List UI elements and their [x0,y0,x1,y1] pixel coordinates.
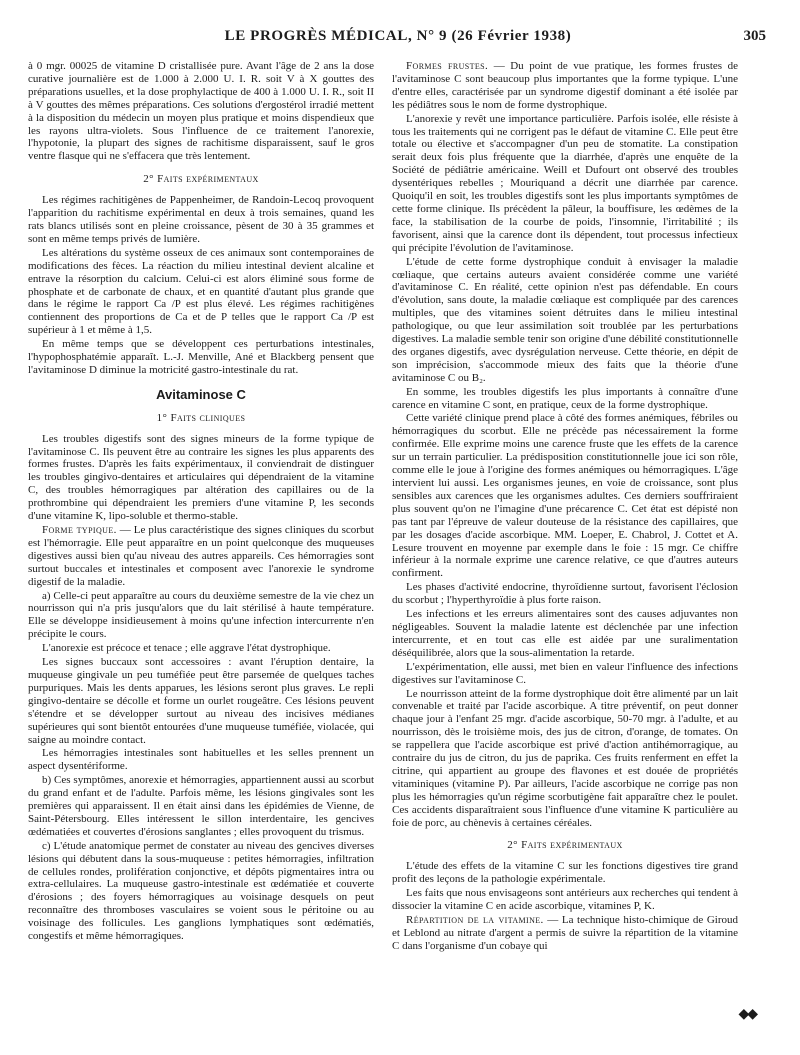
continuation-mark: ◆◆ [738,1007,756,1022]
paragraph [392,60,738,112]
page-number: 305 [743,28,766,44]
section-subheading: 2° Faits expérimentaux [143,173,259,186]
right-column [392,60,738,953]
paragraph-text: — Le plus caractéristique des signes cliniques du scorbut est l'hémorragie. Elle peut apparaître en un point quelconque des muqueuses digestives aussi bien qu'au niveau des autres appareils. Ces hémorragies sont surtout buccales et intestinales et composent avec l'anorexie le syndrome digestif de la maladie. [28,524,374,588]
paragraph: En même temps que se développent ces perturbations intestinales, l'hypophosphatémie apparaît. L.-J. Menville, Ané et Blackberg pensent que l'avitaminose D diminue la motricité gastro-intestinale du rat. [28,338,374,376]
run-in-heading: Formes frustes. [406,60,489,72]
paragraph: Les signes buccaux sont accessoires : avant l'éruption dentaire, la muqueuse gingivale un peu tuméfiée peut être parsemée de quelques taches purpuriques. Mais les dents apparues, les lésions seront plus graves. Le repli gingivo-dentaire se décolle et forme un ourlet rougeâtre. Ces lésions peuvent s'étendre et se développer surtout au niveau des incisives médianes supérieures qui sont bientôt entourées d'une muqueuse tuméfiée, violacée, qui saigne au moindre contact. [28,656,374,746]
journal-title: LE PROGRÈS MÉDICAL, N° 9 (26 Février 1938) [224,28,572,44]
paragraph: L'anorexie y revêt une importance particulière. Parfois isolée, elle résiste à tous les traitements qui ne corrigent pas le défaut de vitamine C. Elle peut être totale ou élective et s'accompagner d'un peu de stomatite. La constipation serait deux fois plus fréquente que la diarrhée, d'après une enquête de la Société de pédiâtrie américaine. Weill et Dufourt ont observé des troubles dysentériques rebelles ; Mouriquand a décrit une diarrhée par carence. Quoiqu'il en soit, les troubles digestifs sont les plus importants symptômes de cette forme clinique. Ils précèdent la pâleur, la bouffisure, les œdèmes de la face, la stabilisation de la courbe de poids, l'insomnie, l'irritabilité ; ils favorisent, ainsi que la carence dont ils dépendent, tout processus infectieux qui précipite l'évolution de l'avitaminose. [392,112,738,254]
paragraph: Les infections et les erreurs alimentaires sont des causes adjuvantes non négligeables. Souvent la maladie latente est déclenchée par une infection intercurrente, et en tout cas elle est aidée par une suralimentation déséquilibrée, alors que la sous-alimentation la retarde. [392,608,738,659]
paragraph: En somme, les troubles digestifs les plus importants à connaître d'une carence en vitamine C sont, en pratique, ceux de la forme dystrophique. [392,385,738,411]
run-in-heading: Forme typique. [42,524,117,536]
paragraph: Les régimes rachitigènes de Pappenheimer, de Randoin-Lecoq provoquent l'apparition du rachitisme expérimental en deux à trois semaines, quand les rats blancs utilisés sont en pleine croissance, pèsent de 30 à 35 grammes et sont en même temps privés de lumière. [28,194,374,245]
paragraph [28,524,374,589]
paragraph: Cette variété clinique prend place à côté des formes anémiques, fébriles ou hémorragiques du scorbut. Elle ne précède pas nécessairement la forme confirmée. Elle exprime moins une carence fruste que les effets de la carence sur un terrain particulier. La prédisposition constitutionnelle joue ici son rôle, comme elle le joue à l'origine des formes anémiques ou hémorragiques. L'âge intervient lui aussi. Les organismes jeunes, en voie de croissance, sont plus sensibles aux carences que les organismes adultes. Ces derniers souffriraient plus souvent qu'on ne l'imagine d'une précarence C. Cet état est dépisté non pas tant par l'épreuve de valeur douteuse de la résistance des capillaires, que par les dosages d'acide ascorbique. MM. Loeper, E. Chabrol, J. Cottet et A. Lesure trouvent en moyenne par exemple dans le foie : 15 mgr. Ce chiffre inférieur à la normale exprime une carence relative, ce que d'autres auteurs confirment. [392,412,738,580]
paragraph: L'expérimentation, elle aussi, met bien en valeur l'influence des infections digestives sur l'avitaminose C. [392,660,738,686]
paragraph: Le nourrisson atteint de la forme dystrophique doit être alimenté par un lait convenable et traité par l'acide ascorbique. A titre préventif, on peut donner chaque jour à l'enfant 25 mgr. d'acide ascorbique, 50-70 mgr. à l'adulte, et au nourrisson, dès le troisième mois, des jus de citron, d'orange, de tomates. On se rappellera que l'acide ascorbique est privé d'action antihémorragique, au contraire du jus de citron, du jus de paprika. Ces fruits renferment en effet la citrine, qui appartient au groupe des flavones et est douée de propriétés vitaminiques (vitamine P). Par ailleurs, l'acide ascorbique ne corrige pas non plus les hémorragies qu'un régime scorbutigène fait apparaître chez le poulet. Ces accidents disparaîtraient sous l'influence d'une vitamine K particulière au foie de porc, au chènevis à certaines céréales. [392,687,738,829]
paragraph: L'étude des effets de la vitamine C sur les fonctions digestives tire grand profit des leçons de la pathologie expérimentale. [392,860,738,886]
paragraph: b) Ces symptômes, anorexie et hémorragies, appartiennent aussi au scorbut du grand enfant et de l'adulte. Parfois même, les lésions gingivales sont les premières qui apparaissent. Il en était ainsi dans les épidémies de Vienne, de Saint-Pétersbourg. Elles intéressent le sillon interdentaire, les gencives œdématiées et couvertes d'érosions sanglantes ; elles provoquent du trismus. [28,774,374,838]
paragraph-text: — La technique histo-chimique de Giroud et Leblond au nitrate d'argent a permis de suivre la répartition de la vitamine C dans l'organisme d'un cobaye qui [392,914,738,952]
paragraph: L'étude de cette forme dystrophique conduit à envisager la maladie cœliaque, que certains auteurs avaient considérée comme une variété d'avitaminose C. En réalité, cette opinion n'est pas défendable. En cours d'évolution, sans doute, la maladie cœliaque est compliquée par des carences multiples, que des vitamines soient détruites dans le milieu intestinal pathologique, ou que leur assimilation soit troublée par les perturbations digestives. La maladie semble tenir son origine d'une débilité constitutionnelle des organes digestifs, avec dysrégulation nerveuse. Cette théorie, en dépit de son imprécision, s'accommode mieux des faits que la théorie d'une avitaminose C ou B₂. [392,255,738,384]
paragraph: Les altérations du système osseux de ces animaux sont contemporaines de modifications des fèces. La réaction du milieu intestinal devient alcaline et entrave la résorption du calcium. Celui-ci est alors éliminé sous forme de phosphate et de carbonate de chaux, et en quantité d'autant plus grande que dans le régime le rapport Ca /P est plus élevé. Les régimes rachitigènes contiennent des proportions de Ca et de P telles que le rapport Ca /P est supérieur à 1 et même à 1,5. [28,246,374,337]
run-in-heading: Répartition de la vitamine. [406,914,544,926]
left-column [28,60,374,943]
paragraph: à 0 mgr. 00025 de vitamine D cristallisée pure. Avant l'âge de 2 ans la dose curative journalière est de 1.000 à 2.000 U. I. R. soit V à X gouttes des préparations usuelles, et la dose prophylactique de 400 à 1.000 U. I. R., soit II à V gouttes des mêmes préparations. Ces solutions d'ergostérol irradié mettent à la disposition du médecin un moyen plus pratique et moins dispendieux que les rayons ultra-violets. Sous l'influence de ce traitement l'anorexie, l'hypotonie, la plupart des signes de rachitisme disparaissent, sauf le gros ventre flasque qui ne s'effacera que très lentement. [28,60,374,163]
section-heading: Avitaminose C [156,386,246,402]
paragraph-text: — Du point de vue pratique, les formes frustes de l'avitaminose C sont beaucoup plus importantes que la forme typique. L'une d'entre elles, caractérisée par un syndrome digestif dominant a été isolée par les pédiâtres sous le nom de forme dystrophique. [392,60,738,111]
paragraph: Les hémorragies intestinales sont habituelles et les selles prennent un aspect dysentériforme. [28,747,374,773]
section-subheading: 1° Faits cliniques [156,411,246,424]
paragraph: Les phases d'activité endocrine, thyroïdienne surtout, favorisent l'éclosion du scorbut ; l'hyperthyroïdie à plus forte raison. [392,581,738,607]
paragraph: L'anorexie est précoce et tenace ; elle aggrave l'état dystrophique. [42,642,331,655]
page-header [30,28,766,50]
paragraph: Les troubles digestifs sont des signes mineurs de la forme typique de l'avitaminose C. Ils peuvent être au contraire les signes les plus apparents des formes frustes. D'après les faits expérimentaux, il conviendrait de distinguer les troubles gingivo-dentaires et articulaires qui dépendraient de la vitamine C, des troubles hémorragiques par altération des capillaires ou de la prothrombine qui dépendraient les premiers d'une vitamine P, les seconds d'une vitamine K, lipo-soluble et thermo-stable. [28,432,374,523]
section-subheading: 2° Faits expérimentaux [507,839,623,852]
paragraph: a) Celle-ci peut apparaître au cours du deuxième semestre de la vie chez un nourrisson qui n'a pris jusqu'alors que du lait stérilisé à haute température. Elle se développe insidieusement à moins qu'une infection intercurrente n'en précipite le cours. [28,589,374,641]
paragraph [392,914,738,953]
paragraph: c) L'étude anatomique permet de constater au niveau des gencives diverses lésions qui débutent dans la sous-muqueuse : petites hémorragies, infiltration de cellules rondes, prolifération conjonctive, et dépôts pigmentaires intra ou extra-cellulaires. La muqueuse gastro-intestinale est œdématiée et couverte d'érosions ; des foyers hémorragiques au voisinage desquels on peut reconnaître des thromboses vasculaires se voient sous le péritoine ou au voisinage des follicules. Les ganglions lymphatiques sont œdématiés, congestifs et même hémorragiques. [28,839,374,943]
paragraph: Les faits que nous envisageons sont antérieurs aux recherches qui tendent à dissocier la vitamine C en acide ascorbique, vitamines P, K. [392,887,738,913]
